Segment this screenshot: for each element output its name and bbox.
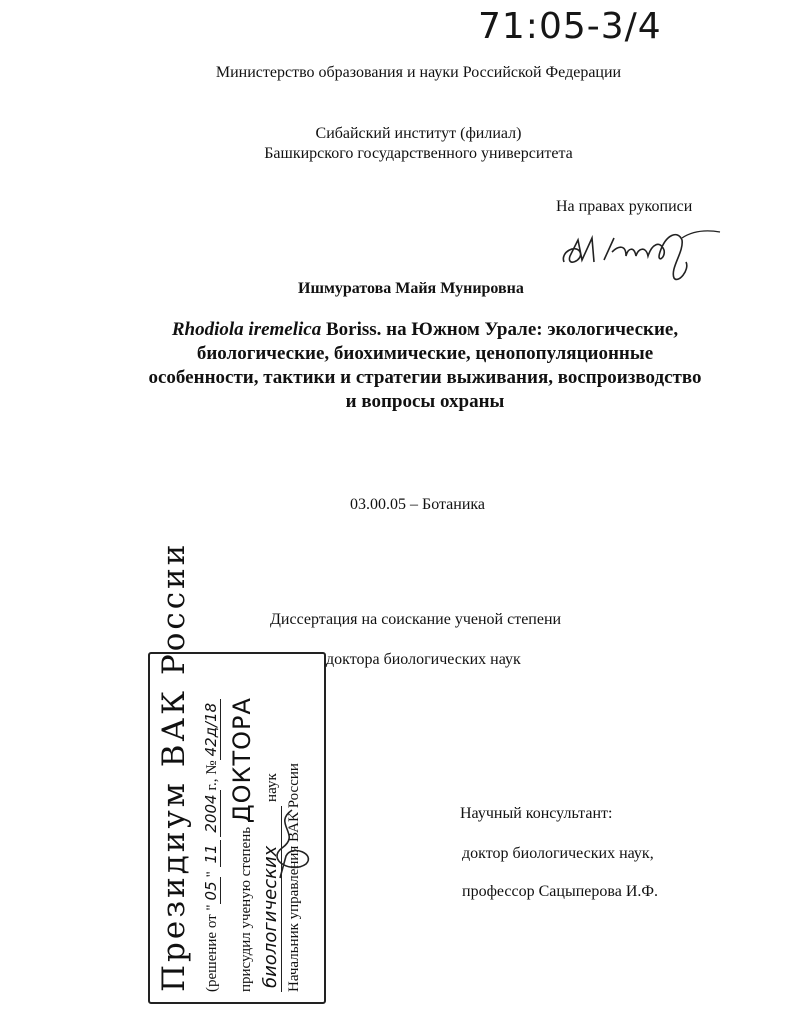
ministry-heading: Министерство образования и науки Российской Федерации [215, 64, 622, 81]
consultant-label: Научный консультант: [460, 805, 613, 822]
stamp-field: биологических [260, 806, 282, 992]
dissertation-purpose: Диссертация на соискание ученой степени [270, 611, 562, 628]
stamp-number: 42д/18 [202, 699, 221, 761]
stamp-decision-prefix: (решение от " [204, 904, 220, 992]
stamp-signature [262, 804, 322, 884]
specialty-code: 03.00.05 – Ботаника [350, 496, 486, 513]
stamp-degree-word: ДОКТОРА [228, 697, 256, 824]
title-line-2: биологические, биохимические, ценопопуляционные [196, 343, 654, 364]
author-signature [556, 222, 726, 284]
stamp-field-suffix: наук [264, 773, 280, 802]
university-name: Башкирского государственного университета [264, 145, 573, 162]
dissertation-title [120, 318, 730, 414]
manuscript-rights: На правах рукописи [556, 198, 693, 215]
species-name: Rhodiola iremelica [171, 319, 322, 340]
title-line-4: и вопросы охраны [345, 391, 505, 412]
stamp-title: Президиум ВАК России [156, 541, 192, 992]
title-line-1-rest: Boriss. на Южном Урале: экологические, [321, 319, 679, 340]
stamp-award-prefix: присудил ученую степень [238, 823, 254, 992]
stamp-award-line [228, 697, 256, 992]
stamp-day: 05 [202, 877, 221, 904]
author-name: Ишмуратова Майя Мунировна [298, 280, 524, 297]
title-line-1 [120, 318, 730, 342]
stamp-decision-line [202, 699, 221, 992]
institute-name: Сибайский институт (филиал) [315, 125, 522, 142]
degree-sought: доктора биологических наук [326, 651, 521, 668]
title-line-3: особенности, тактики и стратегии выживания, воспроизводство [148, 367, 702, 388]
vak-stamp [148, 541, 326, 1004]
stamp-head-line: Начальник управления ВАК России [286, 763, 302, 992]
stamp-month: 11 [202, 840, 221, 867]
archive-number: 71:05-3/4 [478, 6, 662, 47]
consultant-degree: доктор биологических наук, [462, 845, 654, 862]
consultant-name: профессор Сацыперова И.Ф. [462, 883, 659, 900]
stamp-year: 2004 [202, 790, 221, 836]
stamp-decision-suffix: г., № [204, 760, 220, 791]
stamp-decision-mid: " [204, 867, 220, 878]
